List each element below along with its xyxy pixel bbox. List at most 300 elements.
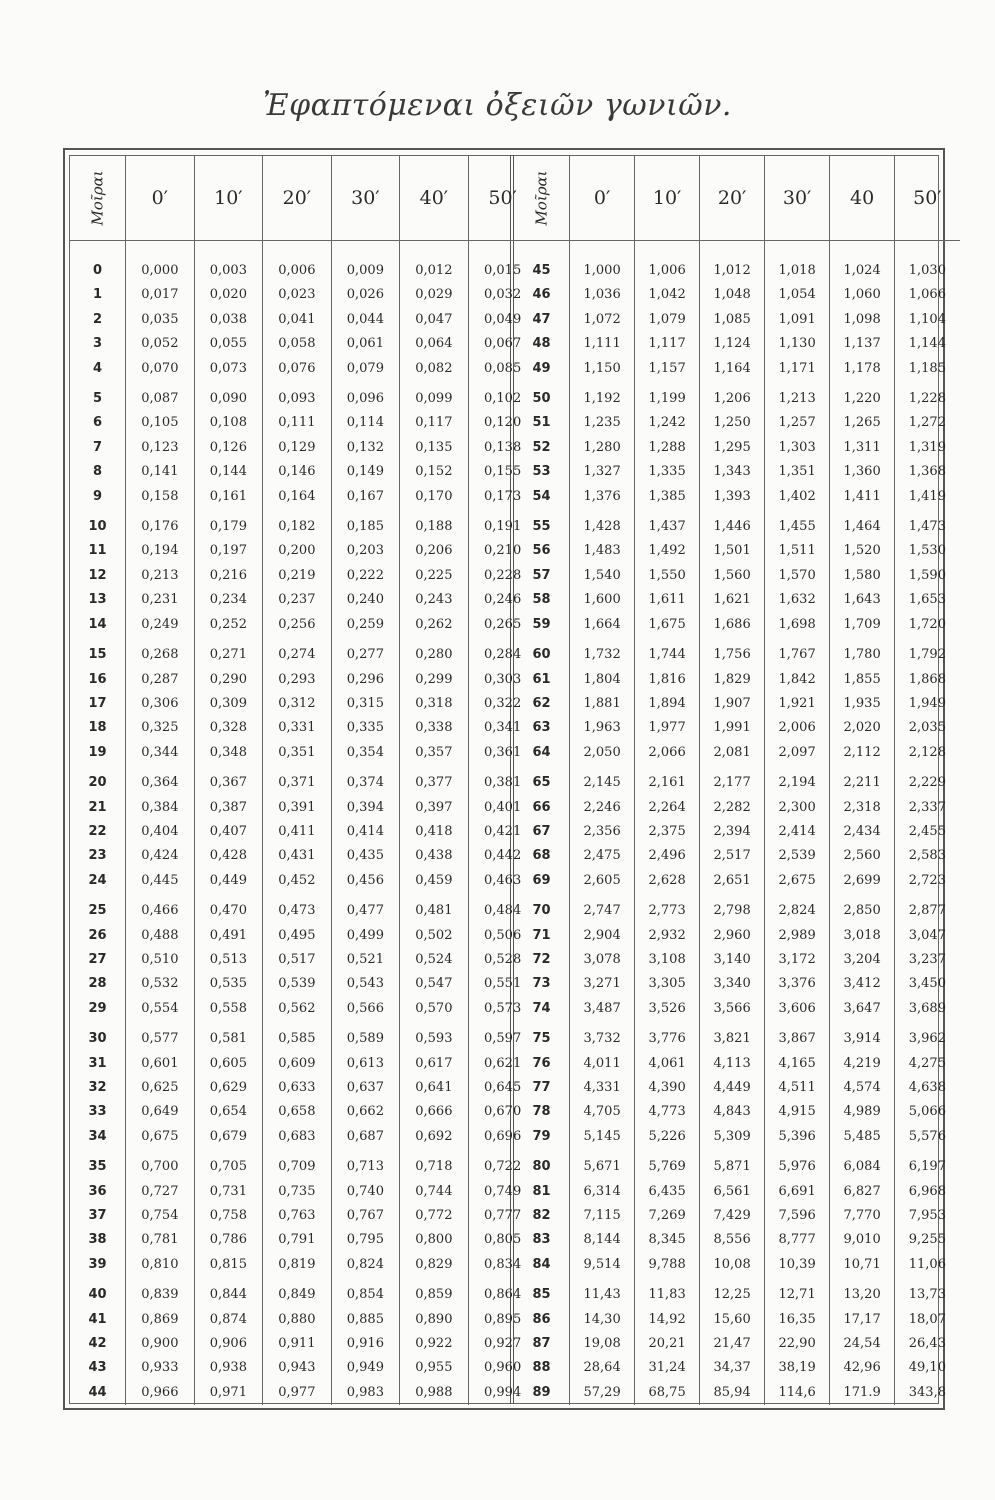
tangent-cell: 1,242 xyxy=(635,411,700,435)
tangent-cell: 0,206 xyxy=(400,539,469,563)
table-row xyxy=(70,539,537,563)
degree-cell: 60 xyxy=(514,637,570,667)
tangent-cell: 2,539 xyxy=(765,844,830,868)
tangent-cell: 4,449 xyxy=(700,1076,765,1100)
tangent-cell: 2,605 xyxy=(570,869,635,893)
table-row xyxy=(70,893,537,923)
tangent-cell: 1,228 xyxy=(908,391,946,407)
tangent-cell: 0,859 xyxy=(400,1277,469,1307)
tangent-cell: 1,720 xyxy=(908,616,946,632)
table-row xyxy=(514,381,960,411)
tangent-cell: 2,583 xyxy=(908,848,946,864)
tangent-cell: 3,412 xyxy=(830,972,895,996)
degree-cell: 53 xyxy=(514,460,570,484)
tangent-cell: 1,351 xyxy=(765,460,830,484)
tangent-cell: 3,689 xyxy=(908,1000,946,1016)
tangent-cell: 1,018 xyxy=(765,259,830,283)
tangent-cell: 2,932 xyxy=(635,924,700,948)
degree-cell: 32 xyxy=(70,1076,126,1100)
tangent-cell: 5,226 xyxy=(635,1125,700,1149)
tangent-cell: 2,112 xyxy=(830,741,895,765)
degree-cell: 47 xyxy=(514,308,570,332)
tangent-cell: 2,375 xyxy=(635,820,700,844)
tangent-cell: 8,345 xyxy=(635,1228,700,1252)
tangent-cell: 9,010 xyxy=(830,1228,895,1252)
table-row xyxy=(514,637,960,667)
tangent-cell: 0,463 xyxy=(484,872,522,888)
tangent-cell: 3,821 xyxy=(700,1021,765,1051)
tangent-cell: 0,152 xyxy=(400,460,469,484)
tangent-cell: 2,651 xyxy=(700,869,765,893)
tangent-cell: 4,511 xyxy=(765,1076,830,1100)
tangent-cell: 1,675 xyxy=(635,613,700,637)
tangent-cell: 7,115 xyxy=(570,1204,635,1228)
tangent-cell: 0,637 xyxy=(331,1076,400,1100)
tangent-cell: 0,312 xyxy=(263,692,332,716)
tangent-cell: 6,691 xyxy=(765,1180,830,1204)
tangent-cell: 0,718 xyxy=(400,1149,469,1179)
tangent-cell: 14,92 xyxy=(635,1308,700,1332)
tangent-cell: 0,222 xyxy=(331,564,400,588)
tangent-cell: 2,394 xyxy=(700,820,765,844)
tangent-cell: 1,213 xyxy=(765,381,830,411)
tangent-cell: 4,638 xyxy=(908,1080,946,1095)
tangent-cell: 2,798 xyxy=(700,893,765,923)
tangent-cell: 0,713 xyxy=(331,1149,400,1179)
tangent-cell: 0,683 xyxy=(263,1125,332,1149)
tangent-cell: 0,943 xyxy=(263,1356,332,1380)
tangent-cell: 0,601 xyxy=(126,1052,195,1076)
table-row xyxy=(70,259,537,283)
minutes-header: 40′ xyxy=(400,156,469,241)
tangent-cell: 2,300 xyxy=(765,796,830,820)
tangent-cell: 2,699 xyxy=(830,869,895,893)
tangent-cell: 0,331 xyxy=(263,716,332,740)
table-row xyxy=(514,539,960,563)
tangent-cell: 1,250 xyxy=(700,411,765,435)
tangent-cell: 0,869 xyxy=(126,1308,195,1332)
table-row xyxy=(70,357,537,381)
tangent-cell: 0,452 xyxy=(263,869,332,893)
tangent-cell: 6,968 xyxy=(908,1183,946,1199)
page-title: Ἐφαπτόμεναι ὀξειῶν γωνιῶν. xyxy=(263,88,732,123)
table-row xyxy=(70,308,537,332)
tangent-cell: 3,914 xyxy=(830,1021,895,1051)
table-row xyxy=(70,1204,537,1228)
tangent-cell: 3,962 xyxy=(908,1031,946,1047)
tangent-cell: 1,686 xyxy=(700,613,765,637)
table-row xyxy=(514,1253,960,1277)
tangent-cell: 0,240 xyxy=(331,588,400,612)
degrees-header: Μοῖραι xyxy=(70,156,126,241)
tangent-cell: 0,740 xyxy=(331,1180,400,1204)
tangent-cell: 1,842 xyxy=(765,668,830,692)
degree-cell: 44 xyxy=(70,1381,126,1405)
tangent-cell: 0,141 xyxy=(126,460,195,484)
tangent-cell: 1,104 xyxy=(908,311,946,327)
degree-cell: 61 xyxy=(514,668,570,692)
table-row xyxy=(70,1228,537,1252)
degree-cell: 9 xyxy=(70,485,126,509)
table-row xyxy=(514,332,960,356)
tangent-cell: 1,428 xyxy=(570,509,635,539)
table-row xyxy=(70,460,537,484)
degree-cell: 58 xyxy=(514,588,570,612)
table-row xyxy=(514,844,960,868)
tangent-cell: 1,560 xyxy=(700,564,765,588)
degree-cell: 66 xyxy=(514,796,570,820)
tangent-cell: 0,176 xyxy=(126,509,195,539)
tangent-cell: 2,904 xyxy=(570,924,635,948)
tangent-cell: 6,314 xyxy=(570,1180,635,1204)
tangent-cell: 0,617 xyxy=(400,1052,469,1076)
degree-cell: 79 xyxy=(514,1125,570,1149)
tangent-cell: 3,018 xyxy=(830,924,895,948)
tangent-cell: 10,08 xyxy=(700,1253,765,1277)
tangent-cell: 0,287 xyxy=(126,668,195,692)
degree-cell: 23 xyxy=(70,844,126,868)
tangent-cell: 1,621 xyxy=(700,588,765,612)
tangent-cell: 1,042 xyxy=(635,283,700,307)
degree-cell: 88 xyxy=(514,1356,570,1380)
degree-cell: 33 xyxy=(70,1100,126,1124)
tangent-cell: 8,144 xyxy=(570,1228,635,1252)
tangent-cell: 0,510 xyxy=(126,948,195,972)
tangent-cell: 1,419 xyxy=(908,488,946,504)
tangent-cell: 5,671 xyxy=(570,1149,635,1179)
degree-cell: 20 xyxy=(70,765,126,795)
tangent-cell: 14,30 xyxy=(570,1308,635,1332)
tangent-cell: 0,955 xyxy=(400,1356,469,1380)
tangent-cell: 0,800 xyxy=(400,1228,469,1252)
tangent-cell: 3,487 xyxy=(570,997,635,1021)
degree-cell: 80 xyxy=(514,1149,570,1179)
tangent-cell: 1,265 xyxy=(830,411,895,435)
tangent-cell: 3,340 xyxy=(700,972,765,996)
table-row xyxy=(514,1076,960,1100)
tangent-cell: 0,055 xyxy=(194,332,263,356)
tangent-cell: 3,867 xyxy=(765,1021,830,1051)
tangent-cell: 0,864 xyxy=(484,1287,522,1303)
tangent-cell: 0,394 xyxy=(331,796,400,820)
table-row xyxy=(514,1125,960,1149)
tangent-cell: 1,935 xyxy=(830,692,895,716)
tangent-cell: 3,566 xyxy=(700,997,765,1021)
tangent-cell: 0,259 xyxy=(331,613,400,637)
tangent-cell: 0,167 xyxy=(331,485,400,509)
tangent-cell: 0,246 xyxy=(484,592,522,608)
tangent-cell: 1,664 xyxy=(570,613,635,637)
spacer-cell xyxy=(194,241,263,260)
degree-cell: 31 xyxy=(70,1052,126,1076)
tangent-cell: 0,554 xyxy=(126,997,195,1021)
table-row xyxy=(514,1381,960,1405)
tangent-cell: 0,303 xyxy=(484,671,522,687)
tangent-cell: 0,328 xyxy=(194,716,263,740)
spacer-cell xyxy=(570,241,635,260)
tangent-cell: 0,105 xyxy=(126,411,195,435)
tangent-cell: 0,911 xyxy=(263,1332,332,1356)
tangent-cell: 2,337 xyxy=(908,799,946,815)
table-row xyxy=(70,588,537,612)
tangent-cell: 6,197 xyxy=(908,1159,946,1175)
degree-cell: 78 xyxy=(514,1100,570,1124)
tangent-cell: 1,137 xyxy=(830,332,895,356)
tangent-cell: 0,249 xyxy=(126,613,195,637)
tangent-cell: 0,234 xyxy=(194,588,263,612)
tangent-cell: 2,081 xyxy=(700,741,765,765)
degree-cell: 26 xyxy=(70,924,126,948)
degree-cell: 25 xyxy=(70,893,126,923)
table-row xyxy=(70,1253,537,1277)
table-row xyxy=(514,564,960,588)
tangent-cell: 0,243 xyxy=(400,588,469,612)
tangent-cell: 0,067 xyxy=(484,336,522,352)
tangent-cell: 7,429 xyxy=(700,1204,765,1228)
tangent-cell: 0,696 xyxy=(484,1128,522,1144)
degree-cell: 69 xyxy=(514,869,570,893)
tangent-cell: 1,501 xyxy=(700,539,765,563)
tangent-cell: 26,43 xyxy=(908,1336,946,1352)
tangent-cell: 1,012 xyxy=(700,259,765,283)
tangent-cell: 0,687 xyxy=(331,1125,400,1149)
tangent-cell: 4,165 xyxy=(765,1052,830,1076)
tangent-cell: 0,885 xyxy=(331,1308,400,1332)
tangent-cell: 0,401 xyxy=(484,799,522,815)
tangent-cell: 0,173 xyxy=(484,488,522,504)
tangent-cell: 0,815 xyxy=(194,1253,263,1277)
table-row xyxy=(70,1277,537,1307)
tangent-cell: 1,732 xyxy=(570,637,635,667)
degree-cell: 16 xyxy=(70,668,126,692)
tangent-cell: 1,437 xyxy=(635,509,700,539)
header-row xyxy=(70,156,537,241)
tangent-cell: 0,435 xyxy=(331,844,400,868)
tangent-cell: 0,466 xyxy=(126,893,195,923)
minutes-header: 50′ xyxy=(895,156,960,241)
degree-cell: 59 xyxy=(514,613,570,637)
tangent-cell: 0,114 xyxy=(331,411,400,435)
tangent-cell: 4,061 xyxy=(635,1052,700,1076)
tangent-cell: 0,491 xyxy=(194,924,263,948)
tangent-cell: 0,364 xyxy=(126,765,195,795)
tangent-cell: 0,488 xyxy=(126,924,195,948)
spacer-cell xyxy=(895,241,960,260)
tangent-cell: 0,916 xyxy=(331,1332,400,1356)
tangent-cell: 0,731 xyxy=(194,1180,263,1204)
tangent-cell: 1,756 xyxy=(700,637,765,667)
tangent-cell: 0,096 xyxy=(331,381,400,411)
table-row xyxy=(70,1332,537,1356)
tangent-cell: 0,041 xyxy=(263,308,332,332)
tangent-cell: 0,284 xyxy=(484,647,522,663)
tangent-cell: 0,129 xyxy=(263,436,332,460)
tangent-cell: 0,675 xyxy=(126,1125,195,1149)
tangent-cell: 1,030 xyxy=(908,263,946,278)
tangent-cell: 1,402 xyxy=(765,485,830,509)
tangent-cell: 0,200 xyxy=(263,539,332,563)
tangent-cell: 2,628 xyxy=(635,869,700,893)
tangent-cell: 0,374 xyxy=(331,765,400,795)
tangent-cell: 0,348 xyxy=(194,741,263,765)
tangent-cell: 0,960 xyxy=(484,1360,522,1376)
tangent-cell: 24,54 xyxy=(830,1332,895,1356)
tangent-cell: 1,024 xyxy=(830,259,895,283)
tangent-cell: 8,777 xyxy=(765,1228,830,1252)
tangent-cell: 0,231 xyxy=(126,588,195,612)
tangent-cell: 2,747 xyxy=(570,893,635,923)
tangent-cell: 1,376 xyxy=(570,485,635,509)
tangent-cell: 0,499 xyxy=(331,924,400,948)
tangent-cell: 1,520 xyxy=(830,539,895,563)
tangent-cell: 0,397 xyxy=(400,796,469,820)
tangent-cell: 10,71 xyxy=(830,1253,895,1277)
tangent-cell: 1,368 xyxy=(908,464,946,480)
degree-cell: 49 xyxy=(514,357,570,381)
table-row xyxy=(70,844,537,868)
tangent-cell: 0,111 xyxy=(263,411,332,435)
tangent-cell: 11,06 xyxy=(908,1256,946,1272)
tangent-cell: 0,252 xyxy=(194,613,263,637)
tangent-cell: 0,558 xyxy=(194,997,263,1021)
tangent-cell: 1,483 xyxy=(570,539,635,563)
tangent-cell: 0,219 xyxy=(263,564,332,588)
table-row xyxy=(70,637,537,667)
table-row xyxy=(70,997,537,1021)
tangent-cell: 0,225 xyxy=(400,564,469,588)
minutes-header: 30′ xyxy=(331,156,400,241)
tangent-cell: 34,37 xyxy=(700,1356,765,1380)
table-row xyxy=(70,436,537,460)
tangent-cell: 85,94 xyxy=(700,1381,765,1405)
tangent-cell: 2,194 xyxy=(765,765,830,795)
tangent-cell: 0,849 xyxy=(263,1277,332,1307)
degree-cell: 70 xyxy=(514,893,570,923)
table-row xyxy=(514,1277,960,1307)
tangent-cell: 0,268 xyxy=(126,637,195,667)
degree-cell: 89 xyxy=(514,1381,570,1405)
tangent-cell: 0,786 xyxy=(194,1228,263,1252)
table-row xyxy=(70,381,537,411)
table-row xyxy=(70,869,537,893)
degree-cell: 51 xyxy=(514,411,570,435)
degree-cell: 24 xyxy=(70,869,126,893)
table-row xyxy=(70,1125,537,1149)
tangent-cell: 1,511 xyxy=(765,539,830,563)
tangent-cell: 0,597 xyxy=(484,1031,522,1047)
tangent-cell: 0,795 xyxy=(331,1228,400,1252)
tangent-cell: 0,517 xyxy=(263,948,332,972)
tangent-cell: 0,117 xyxy=(400,411,469,435)
degree-cell: 11 xyxy=(70,539,126,563)
degree-cell: 14 xyxy=(70,613,126,637)
tangent-cell: 0,149 xyxy=(331,460,400,484)
table-row xyxy=(70,1356,537,1380)
tangent-cell: 1,632 xyxy=(765,588,830,612)
tangent-cell: 2,006 xyxy=(765,716,830,740)
tangent-cell: 3,204 xyxy=(830,948,895,972)
tangent-cell: 2,161 xyxy=(635,765,700,795)
tangent-cell: 0,547 xyxy=(400,972,469,996)
tangent-cell: 0,058 xyxy=(263,332,332,356)
table-row xyxy=(70,948,537,972)
degree-cell: 7 xyxy=(70,436,126,460)
tangent-cell: 1,744 xyxy=(635,637,700,667)
tangent-cell: 0,983 xyxy=(331,1381,400,1405)
degree-cell: 42 xyxy=(70,1332,126,1356)
tangent-cell: 0,758 xyxy=(194,1204,263,1228)
tangent-cell: 0,404 xyxy=(126,820,195,844)
tangent-cell: 0,197 xyxy=(194,539,263,563)
tangent-cell: 0,562 xyxy=(263,997,332,1021)
tangent-cell: 2,035 xyxy=(908,720,946,736)
tangent-cell: 0,361 xyxy=(484,744,522,760)
spacer-cell xyxy=(700,241,765,260)
degree-cell: 82 xyxy=(514,1204,570,1228)
tangent-cell: 0,407 xyxy=(194,820,263,844)
tangent-cell: 1,124 xyxy=(700,332,765,356)
degree-cell: 1 xyxy=(70,283,126,307)
tangent-cell: 0,357 xyxy=(400,741,469,765)
minutes-header: 50′ xyxy=(468,156,537,241)
tangent-cell: 0,938 xyxy=(194,1356,263,1380)
tangent-cell: 0,551 xyxy=(484,976,522,992)
degree-cell: 30 xyxy=(70,1021,126,1051)
table-row xyxy=(70,1021,537,1051)
tangent-cell: 0,431 xyxy=(263,844,332,868)
tangent-cell: 2,773 xyxy=(635,893,700,923)
degree-cell: 71 xyxy=(514,924,570,948)
tangent-cell: 11,83 xyxy=(635,1277,700,1307)
tangent-cell: 0,026 xyxy=(331,283,400,307)
table-row xyxy=(514,1021,960,1051)
table-row xyxy=(514,509,960,539)
header-row xyxy=(514,156,960,241)
tangent-cell: 0,906 xyxy=(194,1332,263,1356)
tangent-cell: 2,229 xyxy=(908,775,946,791)
table-body xyxy=(70,241,537,1406)
degree-cell: 56 xyxy=(514,539,570,563)
degree-cell: 22 xyxy=(70,820,126,844)
tangent-cell: 9,514 xyxy=(570,1253,635,1277)
degree-cell: 52 xyxy=(514,436,570,460)
tangent-cell: 0,605 xyxy=(194,1052,263,1076)
tangent-cell: 0,735 xyxy=(263,1180,332,1204)
tangent-cell: 0,459 xyxy=(400,869,469,893)
tangent-cell: 114,6 xyxy=(765,1381,830,1405)
table-row xyxy=(514,1308,960,1332)
tangent-cell: 1,881 xyxy=(570,692,635,716)
tangent-cell: 0,621 xyxy=(484,1055,522,1071)
tangent-cell: 2,282 xyxy=(700,796,765,820)
degree-cell: 73 xyxy=(514,972,570,996)
degree-cell: 77 xyxy=(514,1076,570,1100)
tangent-cell: 1,411 xyxy=(830,485,895,509)
spacer-cell xyxy=(331,241,400,260)
tangent-cell: 0,188 xyxy=(400,509,469,539)
tangent-cell: 5,485 xyxy=(830,1125,895,1149)
tangent-cell: 2,145 xyxy=(570,765,635,795)
tangent-cell: 0,874 xyxy=(194,1308,263,1332)
degree-cell: 10 xyxy=(70,509,126,539)
table-row xyxy=(70,820,537,844)
tangent-cell: 0,299 xyxy=(400,668,469,692)
tangent-cell: 4,219 xyxy=(830,1052,895,1076)
tangent-cell: 0,044 xyxy=(331,308,400,332)
tangent-cell: 0,351 xyxy=(263,741,332,765)
tangent-cell: 1,921 xyxy=(765,692,830,716)
tangent-cell: 0,543 xyxy=(331,972,400,996)
